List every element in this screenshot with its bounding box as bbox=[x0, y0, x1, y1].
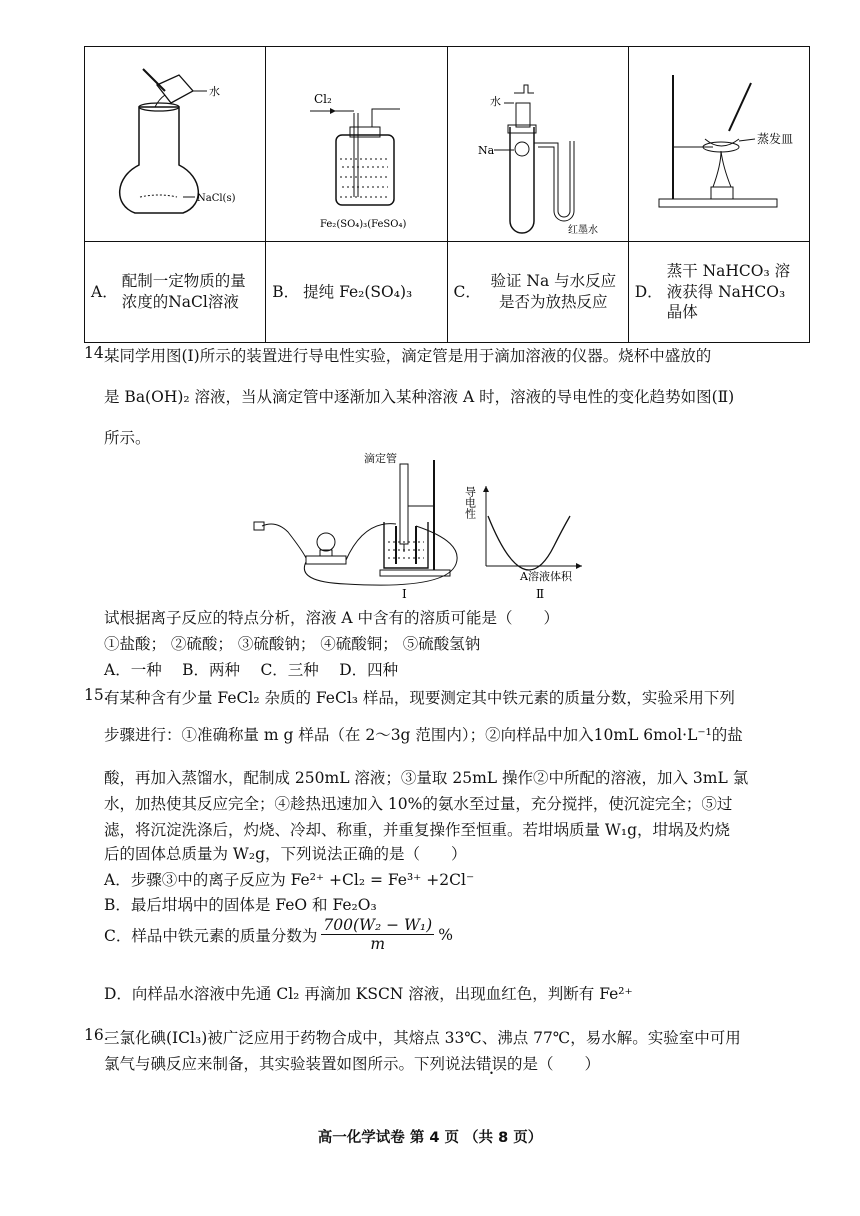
label-red-ink: 红墨水 bbox=[567, 225, 598, 236]
option-c-caption: C． 验证 Na 与水反应是否为放热反应 bbox=[447, 242, 628, 343]
q15-line4: 水，加热使其反应完全；④趁热迅速加入 10%的氨水至过量，充分搅拌，使沉淀完全；⑤过 bbox=[104, 795, 733, 813]
fig1-caption: Ⅰ bbox=[402, 587, 407, 601]
graph-xlabel: A溶液体积 bbox=[520, 570, 572, 583]
label-burette: 滴定管 bbox=[364, 452, 397, 465]
conductivity-apparatus-figure bbox=[250, 446, 590, 604]
q15-option-c: C．样品中铁元素的质量分数为 $\frac{\text{700(W₂ − W₁)}}{m}$ % bbox=[104, 916, 453, 953]
q14-line3: 所示。 bbox=[104, 429, 151, 447]
fig2-caption: Ⅱ bbox=[536, 587, 545, 601]
label-water: 水 bbox=[209, 85, 220, 98]
q14-line2: 是 Ba(OH)₂ 溶液，当从滴定管中逐渐加入某种溶液 A 时，溶液的导电性的变化趋势如图(Ⅱ) bbox=[104, 388, 735, 406]
option-b-text: 提纯 Fe₂(SO₄)₃ bbox=[303, 282, 413, 301]
option-c-text: 验证 Na 与水反应是否为放热反应 bbox=[490, 272, 617, 311]
q15-line2: 步骤进行：①准确称量 m g 样品（在 2～3g 范围内）；②向样品中加入10mL 6mol·L⁻¹的盐 bbox=[104, 726, 743, 744]
q15-line3: 酸，再加入蒸馏水，配制成 250mL 溶液；③量取 25mL 操作②中所配的溶液，加入 3mL 氯 bbox=[104, 769, 749, 787]
q14-prompt: 试根据离子反应的特点分析，溶液 A 中含有的溶质可能是（ ） bbox=[104, 609, 560, 627]
q14-items: ①盐酸； ②硫酸； ③硫酸钠； ④硫酸铜； ⑤硫酸氢钠 bbox=[104, 635, 481, 653]
q16-line2: 氯气与碘反应来制备，其实验装置如图所示。下列说法错误的是（ ） bbox=[104, 1055, 601, 1073]
na-water-test-figure bbox=[448, 47, 613, 237]
q15-line6: 后的固体总质量为 W₂g，下列说法正确的是（ ） bbox=[104, 845, 467, 863]
evaporation-figure bbox=[629, 47, 839, 237]
option-c-figure bbox=[447, 47, 628, 242]
emphasis-wrong: 错误 bbox=[476, 1055, 508, 1073]
q15-option-d: D．向样品水溶液中先通 Cl₂ 再滴加 KSCN 溶液，出现血红色，判断有 Fe²⁺ bbox=[104, 985, 633, 1003]
gas-washing-bottle-figure bbox=[266, 47, 431, 237]
q14-number: 14. bbox=[84, 344, 109, 362]
q16-number: 16. bbox=[84, 1026, 109, 1044]
option-d-text: 蒸干 NaHCO₃ 溶液获得 NaHCO₃ 晶体 bbox=[666, 261, 791, 322]
volumetric-flask-figure bbox=[85, 47, 250, 237]
page-footer: 高一化学试卷 第 4 页 （共 8 页） bbox=[317, 1130, 543, 1146]
q14-line1: 某同学用图(Ⅰ)所示的装置进行导电性实验，滴定管是用于滴加溶液的仪器。烧杯中盛放的 bbox=[104, 347, 712, 365]
option-d-caption: D． 蒸干 NaHCO₃ 溶液获得 NaHCO₃ 晶体 bbox=[628, 242, 809, 343]
options-table bbox=[84, 46, 810, 343]
option-a-text: 配制一定物质的量浓度的NaCl溶液 bbox=[121, 272, 246, 311]
label-evaporating-dish: 蒸发皿 bbox=[756, 132, 793, 146]
label-nacl: NaCl(s) bbox=[197, 193, 236, 204]
label-fe-salt: Fe₂(SO₄)₃(FeSO₄) bbox=[320, 219, 407, 230]
label-cl2: Cl₂ bbox=[314, 92, 333, 106]
q16-line1: 三氯化碘(ICl₃)被广泛应用于药物合成中，其熔点 33℃、沸点 77℃，易水解。实验室中可用 bbox=[104, 1029, 741, 1047]
q15-number: 15. bbox=[84, 686, 109, 704]
option-d-figure bbox=[628, 47, 809, 242]
option-b-figure bbox=[266, 47, 447, 242]
q15-option-b: B．最后坩埚中的固体是 FeO 和 Fe₂O₃ bbox=[104, 896, 377, 914]
label-water-c: 水 bbox=[489, 95, 501, 108]
q15-option-a: A．步骤③中的离子反应为 Fe²⁺ +Cl₂ = Fe³⁺ +2Cl⁻ bbox=[104, 871, 475, 889]
q15-line1: 有某种含有少量 FeCl₂ 杂质的 FeCl₃ 样品，现要测定其中铁元素的质量分数，实验采用下列 bbox=[104, 689, 735, 707]
label-na: Na bbox=[477, 144, 494, 157]
option-a-figure bbox=[85, 47, 266, 242]
q14-choices: A．一种 B．两种 C．三种 D．四种 bbox=[104, 661, 399, 679]
mass-fraction-formula: $\frac{\text{700(W₂ − W₁)}}{m}$ bbox=[323, 916, 433, 953]
graph-ylabel: 导电性 bbox=[463, 486, 477, 519]
option-b-caption: B． 提纯 Fe₂(SO₄)₃ bbox=[266, 242, 447, 343]
option-a-caption: A． 配制一定物质的量浓度的NaCl溶液 bbox=[85, 242, 266, 343]
q15-line5: 滤，将沉淀洗涤后，灼烧、冷却、称重，并重复操作至恒重。若坩埚质量 W₁g，坩埚及灼烧 bbox=[104, 821, 730, 839]
